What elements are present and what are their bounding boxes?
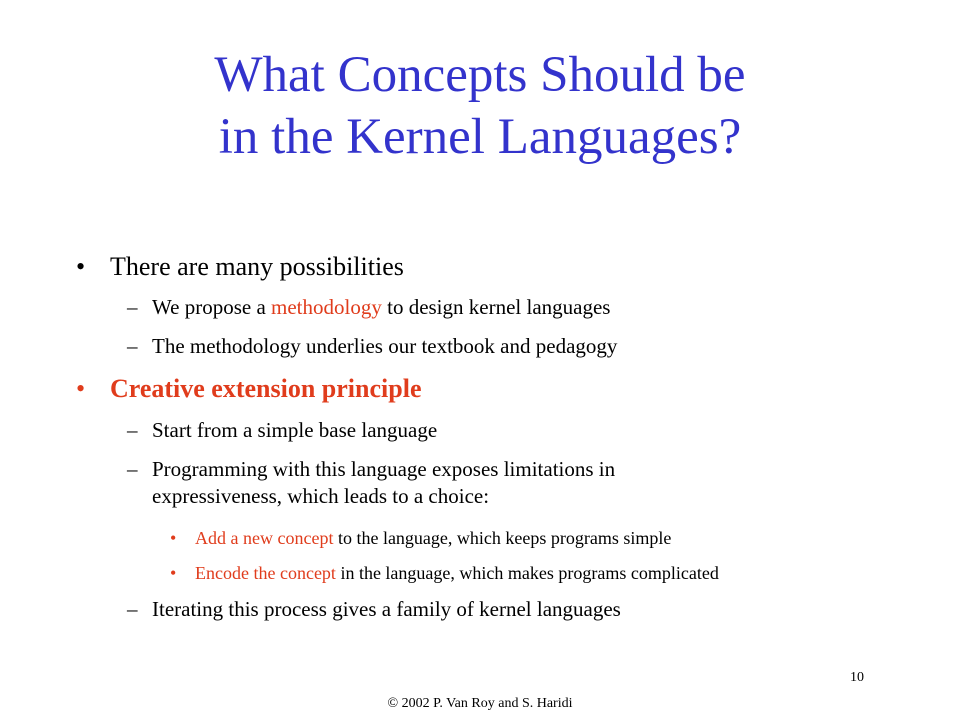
dash-marker: –: [127, 597, 138, 621]
title-line-2: in the Kernel Languages?: [218, 109, 742, 165]
slide-title: [0, 44, 960, 168]
bullet-marker: •: [76, 252, 86, 281]
text-line-1: Programming with this language exposes limitations in: [152, 457, 616, 481]
copyright-footer: © 2002 P. Van Roy and S. Haridi: [387, 696, 573, 711]
dash-marker: –: [127, 457, 138, 481]
dash-marker: –: [127, 418, 138, 442]
text-after: to design kernel languages: [381, 295, 611, 319]
sub-bullet-text: [152, 456, 615, 510]
highlight-encode-concept: Encode the concept: [195, 563, 336, 583]
choice-text: [195, 527, 671, 549]
bullet-marker: •: [76, 374, 86, 403]
text-line-2: expressiveness, which leads to a choice:: [152, 484, 490, 508]
page-number: 10: [850, 670, 864, 685]
dash-marker: –: [127, 295, 138, 319]
bullet-text: There are many possibilities: [110, 252, 404, 281]
text-rest: to the language, which keeps programs simple: [333, 528, 672, 548]
sub-bullet-text: [152, 294, 610, 321]
bullet-text: Creative extension principle: [110, 374, 422, 403]
dash-marker: –: [127, 334, 138, 358]
bullet-marker: •: [170, 528, 177, 548]
sub-bullet-text: Start from a simple base language: [152, 418, 438, 442]
text-before: We propose a: [152, 295, 272, 319]
bullet-marker: •: [170, 563, 177, 583]
sub-bullet-text: The methodology underlies our textbook and pedagogy: [152, 334, 618, 358]
choice-text: [195, 562, 719, 584]
title-line-1: What Concepts Should be: [214, 47, 746, 103]
highlight-add-concept: Add a new concept: [195, 528, 334, 548]
text-rest: in the language, which makes programs complicated: [335, 563, 719, 583]
highlight-methodology: methodology: [271, 295, 382, 319]
sub-bullet-text: Iterating this process gives a family of kernel languages: [152, 597, 621, 621]
